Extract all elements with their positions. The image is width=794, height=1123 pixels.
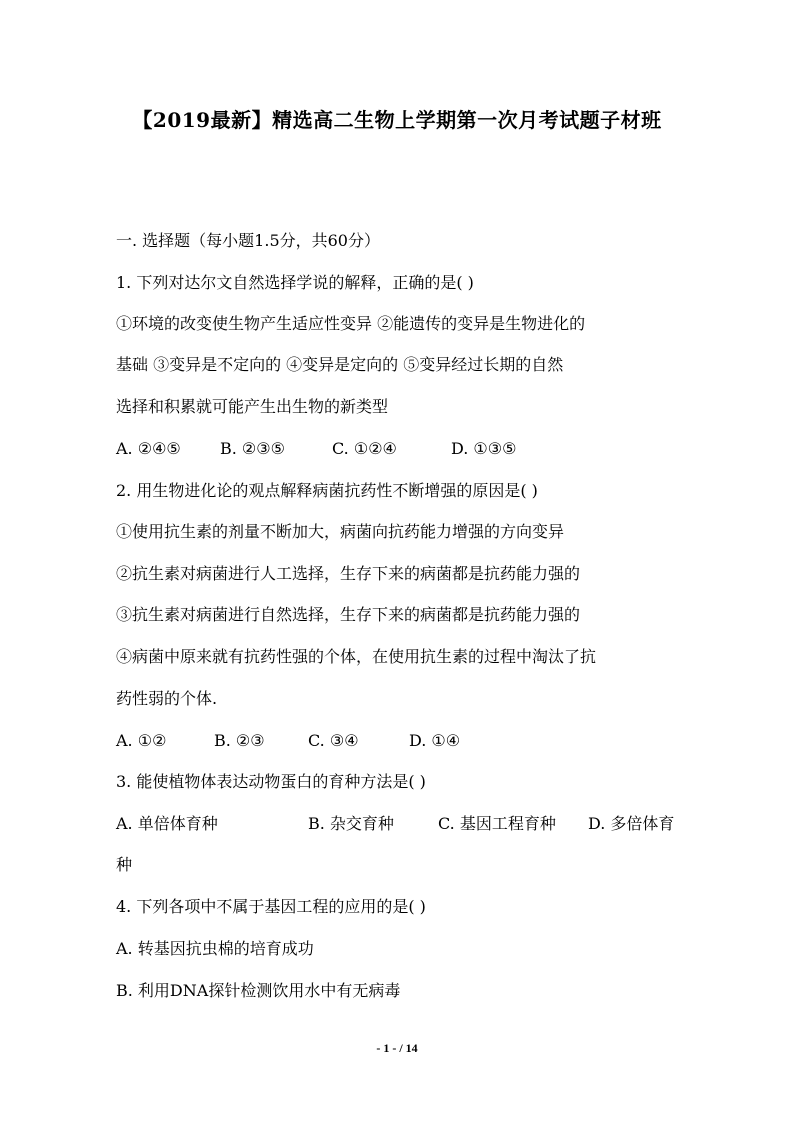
question-4-stem: 4. 下列各项中不属于基因工程的应用的是( ) [116, 897, 426, 916]
question-2-statement-3: ③抗生素对病菌进行自然选择，生存下来的病菌都是抗药能力强的 [116, 605, 581, 624]
question-4-option-a: A. 转基因抗虫棉的培育成功 [116, 939, 314, 958]
question-2-option-b: B. ②③ [214, 731, 265, 750]
question-3-option-c: C. 基因工程育种 [438, 814, 556, 833]
question-3-stem: 3. 能使植物体表达动物蛋白的育种方法是( ) [116, 772, 426, 791]
question-3-option-b: B. 杂交育种 [308, 814, 394, 833]
question-2-option-a: A. ①② [116, 731, 167, 750]
question-1-stem: 1. 下列对达尔文自然选择学说的解释，正确的是( ) [116, 273, 474, 292]
question-1-option-d: D. ①③⑤ [451, 439, 517, 458]
question-3-option-d-continued: 种 [116, 855, 133, 874]
document-title: 【2019最新】精选高二生物上学期第一次月考试题子材班 [132, 108, 662, 132]
question-2-stem: 2. 用生物进化论的观点解释病菌抗药性不断增强的原因是( ) [116, 481, 538, 500]
question-1-statement-line-3: 选择和积累就可能产生出生物的新类型 [116, 397, 389, 416]
question-1-option-c: C. ①②④ [332, 439, 397, 458]
question-2-statement-1: ①使用抗生素的剂量不断加大，病菌向抗药能力增强的方向变异 [116, 522, 565, 541]
question-2-statement-2: ②抗生素对病菌进行人工选择，生存下来的病菌都是抗药能力强的 [116, 564, 581, 583]
page-number: - 1 - / 14 [376, 1041, 418, 1055]
question-1-statement-line-2: 基础 ③变异是不定向的 ④变异是定向的 ⑤变异经过长期的自然 [116, 355, 564, 374]
question-1-statement-line-1: ①环境的改变使生物产生适应性变异 ②能遗传的变异是生物进化的 [116, 314, 586, 333]
question-2-statement-4: ④病菌中原来就有抗药性强的个体，在使用抗生素的过程中淘汰了抗 [116, 647, 597, 666]
section-heading: 一. 选择题（每小题1.5分，共60分） [116, 231, 380, 250]
question-4-option-b: B. 利用DNA探针检测饮用水中有无病毒 [116, 981, 401, 1000]
question-2-option-c: C. ③④ [308, 731, 359, 750]
question-3-option-a: A. 单倍体育种 [116, 814, 218, 833]
question-1-option-a: A. ②④⑤ [116, 439, 181, 458]
question-2-option-d: D. ①④ [409, 731, 461, 750]
question-3-option-d: D. 多倍体育 [588, 814, 675, 833]
question-2-statement-4-continued: 药性弱的个体. [116, 689, 218, 708]
question-1-option-b: B. ②③⑤ [220, 439, 285, 458]
